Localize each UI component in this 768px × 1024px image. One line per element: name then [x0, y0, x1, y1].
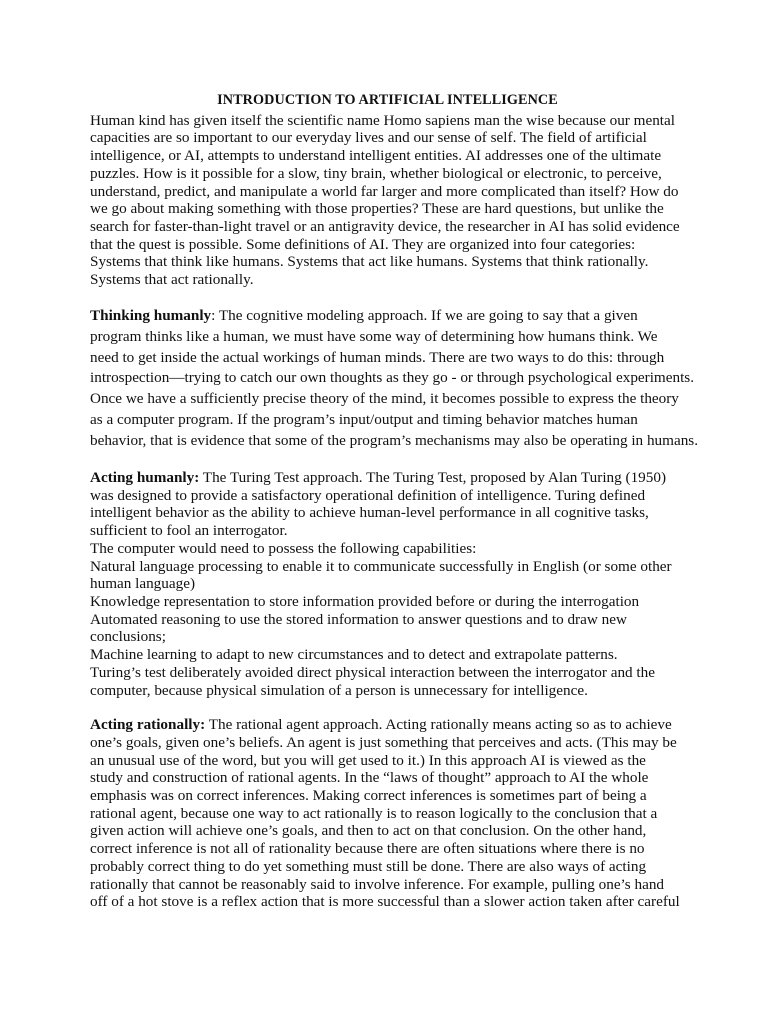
thinking-humanly-intro: : The cognitive modeling approach. If we are going to say that a given	[211, 306, 638, 324]
text-line: understand, predict, and manipulate a world far larger and more complicated than itself? How do	[90, 182, 679, 200]
text-line: Natural language processing to enable it to communicate successfully in English (or some other	[90, 557, 672, 575]
text-line: sufficient to fool an interrogator.	[90, 522, 288, 540]
text-line: Human kind has given itself the scientific name Homo sapiens man the wise because our mental	[90, 111, 675, 129]
text-line: Machine learning to adapt to new circumstances and to detect and extrapolate patterns.	[90, 646, 618, 664]
text-line	[90, 306, 685, 327]
text-line: puzzles. How is it possible for a slow, tiny brain, whether biological or electronic, to perceive,	[90, 164, 662, 182]
text-line: Systems that act rationally.	[90, 271, 254, 289]
text-line: computer, because physical simulation of a person is unnecessary for intelligence.	[90, 681, 588, 699]
text-line: The computer would need to possess the following capabilities:	[90, 539, 477, 557]
text-line: that the quest is possible. Some definitions of AI. They are organized into four categories:	[90, 235, 636, 253]
acting-rationally-intro: The rational agent approach. Acting rationally means acting so as to achieve	[205, 716, 672, 734]
text-line: Knowledge representation to store information provided before or during the interrogation	[90, 593, 640, 610]
text-line: an unusual use of the word, but you will get used to it.) In this approach AI is viewed as the	[90, 751, 646, 769]
text-line: capacities are so important to our everyday lives and our sense of self. The field of artificial	[90, 129, 647, 147]
text-line: rationally that cannot be reasonably said to involve inference. For example, pulling one’s hand	[90, 875, 665, 893]
acting-humanly-intro: The Turing Test approach. The Turing Test, proposed by Alan Turing (1950)	[199, 469, 667, 487]
paragraph-gap	[90, 699, 685, 716]
text-line: conclusions;	[90, 628, 166, 646]
text-line: program thinks like a human, we must have some way of determining how humans think. We	[90, 327, 658, 345]
text-line: behavior, that is evidence that some of the program’s mechanisms may also be operating in humans.	[90, 432, 698, 450]
text-line: correct inference is not all of rationality because there are often situations where there is no	[90, 840, 645, 858]
text-line: given action will achieve one’s goals, and then to act on that conclusion. On the other hand,	[90, 822, 647, 840]
thinking-humanly-paragraph	[90, 306, 698, 452]
text-line: Automated reasoning to use the stored information to answer questions and to draw new	[90, 610, 627, 628]
text-line: rational agent, because one way to act rationally is to reason logically to the conclusion that a	[90, 804, 658, 822]
text-line: off of a hot stove is a reflex action that is more successful than a slower action taken after careful	[90, 893, 680, 911]
text-line	[90, 469, 685, 487]
text-line	[90, 716, 685, 734]
acting-rationally-paragraph	[90, 716, 685, 911]
paragraph-gap	[90, 452, 685, 469]
text-line: Turing’s test deliberately avoided direct physical interaction between the interrogator and the	[90, 663, 655, 681]
text-line: need to get inside the actual workings of human minds. There are two ways to do this: through	[90, 348, 665, 366]
text-line: as a computer program. If the program’s input/output and timing behavior matches human	[90, 411, 638, 429]
text-line: search for faster-than-light travel or an antigravity device, the researcher in AI has solid evidence	[90, 217, 680, 235]
document-title: INTRODUCTION TO ARTIFICIAL INTELLIGENCE	[217, 92, 558, 108]
text-line: intelligent behavior as the ability to achieve human-level performance in all cognitive tasks,	[90, 504, 649, 522]
text-line: was designed to provide a satisfactory operational definition of intelligence. Turing defined	[90, 486, 646, 504]
paragraph-gap	[90, 289, 685, 306]
text-line: one’s goals, given one’s beliefs. An agent is just something that perceives and acts. (This may be	[90, 733, 677, 751]
text-line: study and construction of rational agents. In the “laws of thought” approach to AI the whole	[90, 769, 649, 787]
text-line: Once we have a sufficiently precise theory of the mind, it becomes possible to express the theory	[90, 390, 679, 408]
acting-humanly-paragraph	[90, 469, 685, 699]
text-line: probably correct thing to do yet something must still be done. There are also ways of acting	[90, 857, 647, 875]
thinking-humanly-heading: Thinking humanly	[90, 306, 212, 324]
text-line: intelligence, or AI, attempts to understand intelligent entities. AI addresses one of the ultimate	[90, 147, 662, 165]
acting-rationally-heading: Acting rationally:	[90, 716, 206, 734]
acting-humanly-heading: Acting humanly:	[90, 469, 200, 487]
text-line: we go about making something with those properties? These are hard questions, but unlike the	[90, 200, 664, 218]
document-page	[90, 92, 698, 911]
intro-paragraph	[90, 112, 685, 289]
text-line: human language)	[90, 575, 196, 593]
text-line: introspection—trying to catch our own thoughts as they go - or through psychological experiments.	[90, 369, 695, 387]
text-line: Systems that think like humans. Systems that act like humans. Systems that think rationally.	[90, 253, 649, 271]
text-line: emphasis was on correct inferences. Making correct inferences is sometimes part of being a	[90, 787, 647, 805]
